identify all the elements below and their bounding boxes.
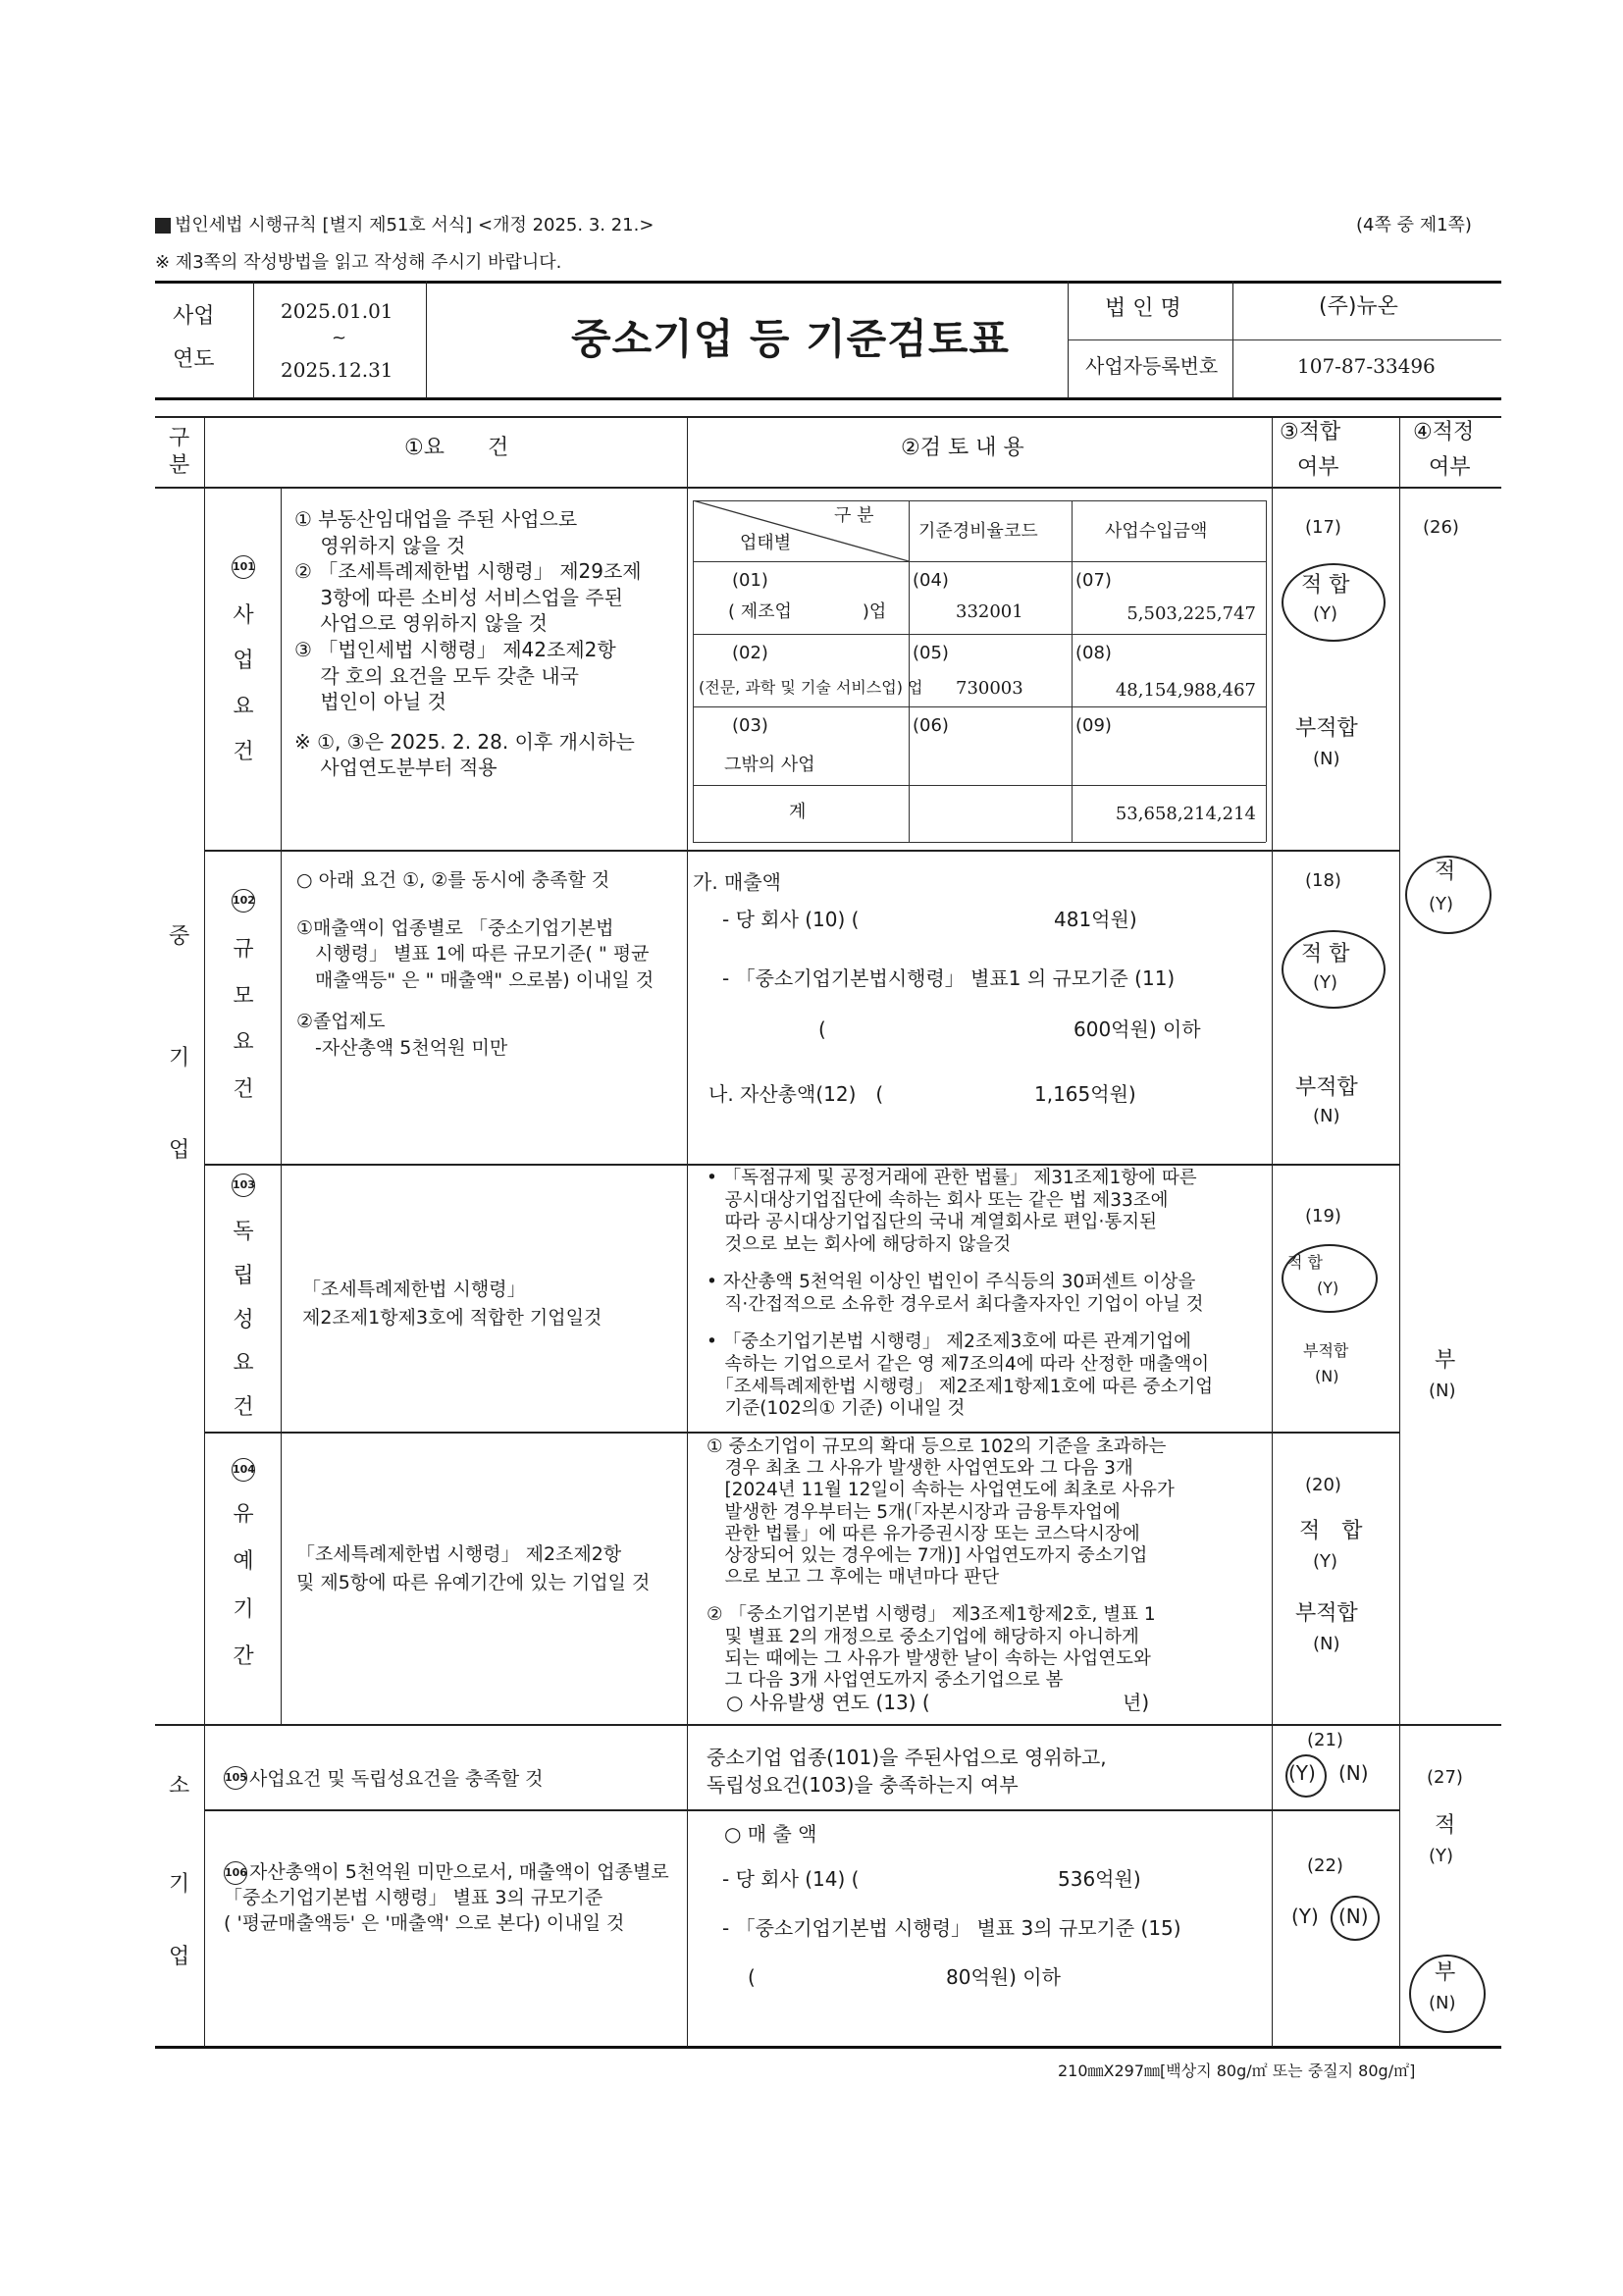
form-reference: 법인세법 시행규칙 [별지 제51호 서식] <개정 2025. 3. 21.> (155, 214, 654, 237)
final-sme-no-label: 부 (1435, 1348, 1456, 1373)
sec102-review-4-value: 1,165억원) (1034, 1082, 1136, 1106)
category-sme-1: 중 (169, 924, 190, 949)
fit-105-no: (21) (1307, 1730, 1343, 1750)
page-info: (4쪽 중 제1쪽) (1356, 215, 1472, 235)
sec105-review-2: 독립성요건(103)을 충족하는지 여부 (707, 1773, 1019, 1797)
section-104-label: 유 예 기 간 (233, 1502, 254, 1669)
corp-name-label: 법 인 명 (1105, 296, 1181, 321)
row2-code-no: (05) (913, 643, 949, 663)
row3-code-no: (06) (913, 715, 949, 736)
row1-amount: 5,503,225,747 (1126, 603, 1256, 624)
square-bullet-icon (155, 218, 171, 234)
row1-code: 332001 (956, 601, 1023, 622)
section-102-number: 102 (232, 889, 255, 913)
fit-105-y: (Y) (1288, 1761, 1316, 1785)
row1-amt-no: (07) (1075, 570, 1112, 591)
fit-102-no: (18) (1305, 870, 1341, 891)
corp-name: (주)뉴온 (1319, 294, 1398, 319)
section-105-row: 105 사업요건 및 독립성요건을 충족할 것 (224, 1764, 543, 1791)
fit-101-no: (17) (1305, 517, 1341, 538)
final-sme-yes-y: (Y) (1429, 894, 1454, 914)
fit-106-y: (Y) (1291, 1905, 1319, 1928)
section-102-requirement: ○ 아래 요건 ①, ②를 동시에 충족할 것 ①매출액이 업종별로 「중소기업기본법 시행령」 별표 1에 따른 규모기준( " 평균 매출액등" 은 " 매출액" 으로봄) 이내일 것 ②졸업제도 -자산총액 5천억원 미만 (296, 869, 654, 1059)
fit-103-no: (19) (1305, 1206, 1341, 1226)
fit-104-no-label: 부적합 (1295, 1601, 1358, 1626)
fit-103-yes: 적 합 (1287, 1253, 1323, 1272)
sec102-review-2: - 「중소기업기본법시행령」 별표1 의 규모기준 (11) (722, 966, 1176, 990)
category-small-1: 소 (169, 1774, 190, 1799)
sec105-review-1: 중소기업 업종(101)을 주된사업으로 영위하고, (707, 1746, 1107, 1769)
sec102-review-3-value: 600억원) 이하 (1073, 1018, 1201, 1041)
fit-103-no-n: (N) (1315, 1367, 1339, 1385)
section-104-review: ① 중소기업이 규모의 확대 등으로 102의 기준을 초과하는 경우 최초 그 사유가 발생한 사업연도와 그 다음 3개 [2024년 11월 12일이 속하는 사업연도에 최초로 사유가 발생한 경우부터는 5개(「자본시장과 금융투자업에 관한 법률」에 따른 유가증권시장 또는 코스닥시장에 상장되어 있는 경우에는 7개)] 사업연도까지 중소기업 으로 보고 그 후에는 매년마다 판단 ② 「중소기업기본법 시행령」 제3조제1항제2호, 별표 1 및 별표 2의 개정으로 중소기업에 해당하지 아니하게 되는 때에는 그 사유가 발생한 날이 속하는 사업연도와 그 다음 3개 사업연도까지 중소기업으로 봄 (707, 1436, 1175, 1691)
final-small-yes-y: (Y) (1429, 1846, 1454, 1866)
row2-no: (02) (732, 643, 768, 663)
sec106-review-3-value: 80억원) 이하 (946, 1965, 1061, 1989)
section-104-number: 104 (232, 1458, 255, 1482)
final-small-no-n: (N) (1429, 1993, 1456, 2013)
row2-name: (전문, 과학 및 기술 서비스업) 업 (699, 678, 923, 697)
final-sme-no: (26) (1423, 517, 1459, 538)
final-small-no-label: 부 (1435, 1960, 1456, 1985)
fit-101-yes-y: (Y) (1313, 603, 1338, 624)
biz-no-label: 사업자등록번호 (1085, 354, 1219, 378)
row3-name: 그밖의 사업 (724, 755, 815, 775)
section-103-number: 103 (232, 1174, 255, 1197)
fit-103-no-label: 부적합 (1303, 1341, 1349, 1360)
final-sme-no-n: (N) (1429, 1381, 1456, 1401)
category-sme-3: 업 (169, 1138, 190, 1163)
row3-amt-no: (09) (1075, 715, 1112, 736)
category-small-2: 기 (169, 1872, 190, 1897)
fit-101-no-n: (N) (1313, 749, 1340, 769)
fit-103-yes-y: (Y) (1317, 1278, 1339, 1297)
sec106-review-2: - 「중소기업기본법 시행령」 별표 3의 규모기준 (15) (722, 1916, 1181, 1940)
sec102-review-3: ( (818, 1018, 826, 1041)
period-tilde: ~ (332, 328, 347, 348)
fit-101-no-label: 부적합 (1295, 716, 1358, 741)
final-small-no: (27) (1427, 1767, 1463, 1788)
sec104-review-last-end: 년) (1123, 1691, 1150, 1714)
instruction-note: ※ 제3쪽의 작성방법을 읽고 작성해 주시기 바랍니다. (155, 252, 562, 273)
inner-header-code: 기준경비율코드 (918, 521, 1038, 542)
section-104-requirement: 「조세특례제한법 시행령」 제2조제2항 및 제5항에 따른 유예기간에 있는 기업일 것 (296, 1543, 651, 1593)
fit-104-yes-y: (Y) (1313, 1551, 1338, 1572)
fit-106-no: (22) (1307, 1855, 1343, 1876)
period-label-1: 사업 (173, 304, 215, 329)
col-header-final-1: ④적정 (1413, 420, 1475, 444)
col-header-gubun-2: 분 (169, 453, 190, 478)
sec106-review-1: - 당 회사 (14) ( (722, 1867, 860, 1891)
row2-code: 730003 (956, 678, 1023, 699)
section-103-label: 독 립 성 요 건 (233, 1220, 254, 1420)
fit-105-n: (N) (1338, 1761, 1369, 1785)
row3-no: (03) (732, 715, 768, 736)
fit-104-no-n: (N) (1313, 1634, 1340, 1654)
period-end: 2025.12.31 (281, 358, 393, 382)
row1-no: (01) (732, 570, 768, 591)
fit-104-yes: 적 합 (1299, 1519, 1363, 1543)
col-header-fit-1: ③적합 (1280, 420, 1341, 444)
row1-name: ( 제조업 )업 (728, 601, 887, 622)
sec106-review-title: ○ 매 출 액 (724, 1822, 817, 1846)
inner-header-amount: 사업수입금액 (1105, 521, 1208, 542)
fit-102-no-label: 부적합 (1295, 1075, 1358, 1100)
sec104-review-last: ○ 사유발생 연도 (13) ( (726, 1691, 930, 1714)
fit-101-yes: 적 합 (1301, 573, 1350, 598)
col-header-gubun-1: 구 (169, 426, 190, 450)
sec102-review-1-value: 481억원) (1054, 908, 1137, 931)
sec102-review-1: - 당 회사 (10) ( (722, 908, 860, 931)
page-title: 중소기업 등 기준검토표 (571, 315, 1010, 363)
section-106-requirement: 106 자산총액이 5천억원 미만으로서, 매출액이 업종별로 「중소기업기본법 시행령」 별표 3의 규모기준 ( '평균매출액등' 은 '매출액' 으로 본다) 이내일 것 (224, 1861, 669, 1934)
diagonal-divider-icon (693, 500, 909, 561)
paper-spec-footer: 210㎜X297㎜[백상지 80g/㎡ 또는 중질지 80g/㎡] (1058, 2061, 1416, 2080)
row2-amount: 48,154,988,467 (1115, 680, 1256, 701)
category-sme-2: 기 (169, 1046, 190, 1070)
col-header-final-2: 여부 (1429, 455, 1471, 480)
section-101-label: 사 업 요 건 (233, 603, 254, 764)
sec106-review-3: ( (748, 1965, 756, 1989)
period-label-2: 연도 (173, 347, 215, 372)
sec102-review-title: 가. 매출액 (693, 870, 781, 894)
row2-amt-no: (08) (1075, 643, 1112, 663)
fit-102-yes: 적 합 (1301, 942, 1350, 966)
final-small-yes: 적 (1435, 1813, 1456, 1838)
inner-diag-bottom: 업태별 (740, 533, 792, 553)
final-sme-yes: 적 (1435, 860, 1456, 884)
col-header-fit-2: 여부 (1297, 455, 1339, 480)
sec106-review-1-value: 536억원) (1058, 1867, 1141, 1891)
fit-102-no-n: (N) (1313, 1106, 1340, 1126)
category-small-3: 업 (169, 1945, 190, 1969)
col-header-requirement: ①요 건 (404, 436, 509, 460)
section-101-requirement: ① 부동산임대업을 주된 사업으로 영위하지 않을 것 ② 「조세특례제한법 시행령」 제29조제 3항에 따른 소비성 서비스업을 주된 사업으로 영위하지 않을 것 ③ 「법인세법 시행령」 제42조제2항 각 호의 요건을 모두 갖춘 내국 법인이 아닐 것 ※ ①, ③은 2025. 2. 28. 이후 개시하는 사업연도분부터 적용 (294, 507, 642, 780)
row1-code-no: (04) (913, 570, 949, 591)
section-103-review: • 「독점규제 및 공정거래에 관한 법률」 제31조제1항에 따른 공시대상기업집단에 속하는 회사 또는 같은 법 제33조에 따라 공시대상기업집단의 국내 계열회사로 편입·통지된 것으로 보는 회사에 해당하지 않을것 • 자산총액 5천억원 이상인 법인이 주식등의 30퍼센트 이상을 직·간접적으로 소유한 경우로서 최다출자자인 기업이 아닐 것 • 「중소기업기본법 시행령」 제2조제3호에 따른 관계기업에 속하는 기업으로서 같은 영 제7조의4에 따라 산정한 매출액이 「조세특례제한법 시행령」 제2조제1항제1호에 따른 중소기업 기준(102의① 기준) 이내일 것 (707, 1168, 1214, 1420)
section-102-label: 규 모 요 건 (233, 937, 254, 1102)
fit-102-yes-y: (Y) (1313, 972, 1338, 993)
section-103-requirement: 「조세특례제한법 시행령」 제2조제1항제3호에 적합한 기업일것 (302, 1278, 602, 1329)
fit-104-no: (20) (1305, 1475, 1341, 1495)
total-amount: 53,658,214,214 (1115, 804, 1256, 824)
col-header-review: ②검 토 내 용 (901, 436, 1024, 460)
inner-diag-top: 구 분 (834, 505, 874, 526)
period-start: 2025.01.01 (281, 299, 393, 323)
fit-106-n: (N) (1338, 1905, 1369, 1928)
section-101-number: 101 (232, 555, 255, 579)
biz-no: 107-87-33496 (1297, 354, 1436, 378)
total-label: 계 (789, 802, 807, 822)
sec102-review-4: 나. 자산총액(12) ( (708, 1082, 884, 1106)
